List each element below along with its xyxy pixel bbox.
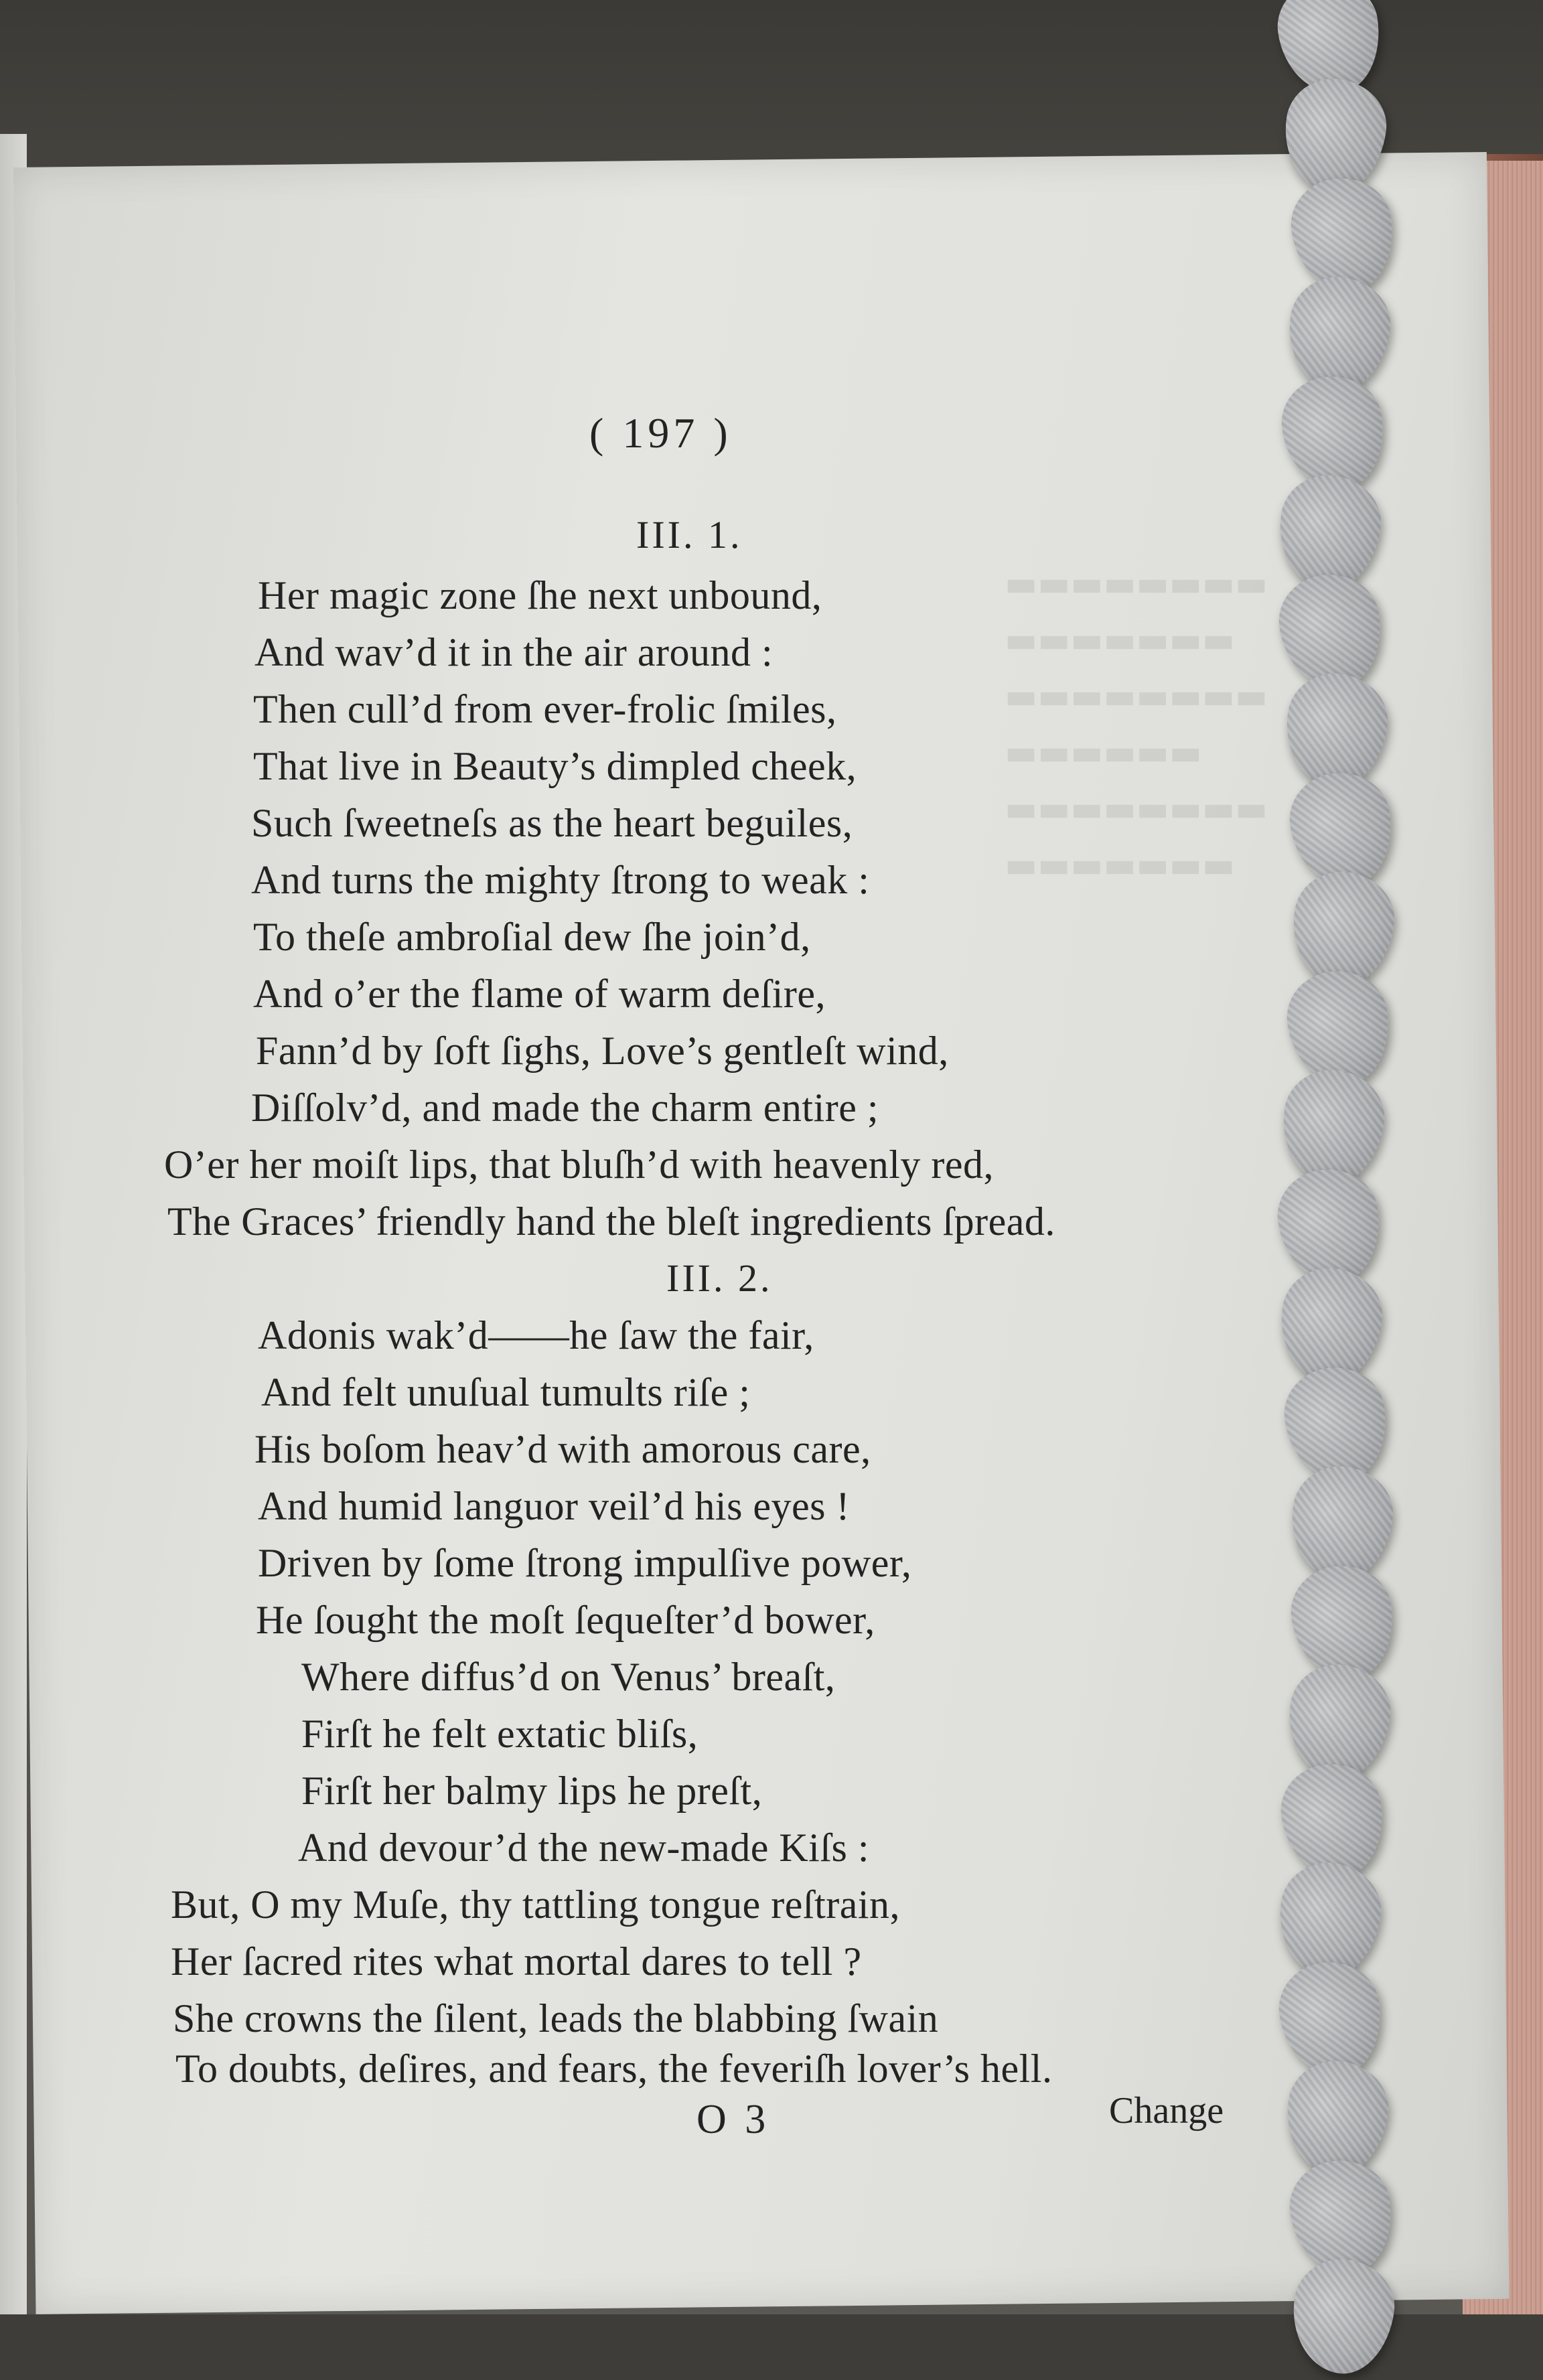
poem-line: And turns the mighty ſtrong to weak : — [251, 858, 870, 902]
bookmark-ribbon — [1259, 0, 1420, 2314]
poem-line: To doubts, deſires, and fears, the feveriſh lover’s hell. — [175, 2047, 1053, 2091]
poem-line: The Graces’ friendly hand the bleſt ingredients ſpread. — [167, 1199, 1055, 1244]
poem-line: And humid languor veil’d his eyes ! — [258, 1484, 851, 1528]
poem-line: O’er her moiſt lips, that bluſh’d with heavenly red, — [164, 1142, 995, 1187]
poem-line: And felt unuſual tumults riſe ; — [261, 1370, 751, 1414]
catchword: Change — [1109, 2090, 1224, 2132]
ribbon-segment — [1285, 2253, 1400, 2379]
poem-line: Where diffus’d on Venus’ breaſt, — [301, 1655, 836, 1699]
page-number-header: ( 197 ) — [589, 409, 732, 457]
poem-line: Adonis wak’d——he ſaw the fair, — [258, 1313, 814, 1357]
poem-line: Driven by ſome ſtrong impulſive power, — [258, 1541, 912, 1585]
poem-line: And devour’d the new-made Kiſs : — [298, 1826, 870, 1870]
signature-mark: O 3 — [696, 2097, 770, 2142]
poem-line: Diſſolv’d, and made the charm entire ; — [251, 1086, 879, 1130]
poem-line: Firſt her balmy lips he preſt, — [301, 1769, 763, 1813]
poem-line: To theſe ambroſial dew ſhe join’d, — [253, 915, 811, 959]
poem-line: Her ſacred rites what mortal dares to tell ? — [171, 1939, 862, 1984]
poem-line: Such ſweetneſs as the heart beguiles, — [251, 801, 853, 845]
poem-line: And o’er the flame of warm deſire, — [253, 972, 826, 1016]
poem-line: But, O my Muſe, thy tattling tongue reſtrain, — [171, 1882, 901, 1927]
poem-line: Her magic zone ſhe next unbound, — [258, 573, 822, 617]
poem-line: She crowns the ſilent, leads the blabbing ſwain — [173, 1996, 939, 2040]
show-through-text: ▬▬▬▬▬▬▬▬ ▬▬▬▬▬▬▬ ▬▬▬▬▬▬▬▬ ▬▬▬▬▬▬ ▬▬▬▬▬▬▬▬ ▬▬▬▬▬▬▬ — [1005, 564, 1268, 885]
poem-line: His boſom heav’d with amorous care, — [254, 1427, 871, 1471]
stanza-heading: III. 2. — [666, 1256, 773, 1300]
poem-line: Then cull’d from ever-frolic ſmiles, — [253, 687, 837, 731]
poem-line: And wav’d it in the air around : — [254, 630, 774, 674]
poem-line: He ſought the moſt ſequeſter’d bower, — [256, 1598, 875, 1642]
poem-line: Fann’d by ſoft ſighs, Love’s gentleſt wind, — [256, 1029, 949, 1073]
stanza-heading: III. 1. — [636, 513, 743, 556]
poem-line: Firſt he felt extatic bliſs, — [301, 1712, 699, 1756]
poem-line: That live in Beauty’s dimpled cheek, — [253, 744, 857, 788]
